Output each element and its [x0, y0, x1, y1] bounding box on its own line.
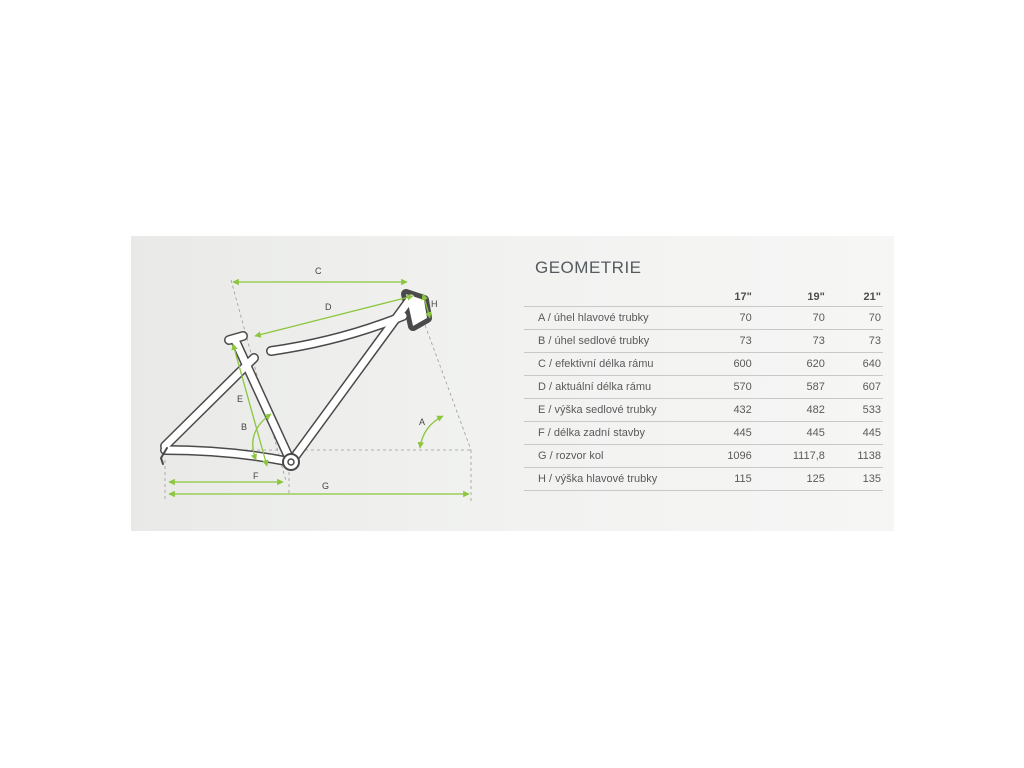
- row-label: D / aktuální délka rámu: [524, 376, 696, 399]
- cell-value: 445: [696, 422, 754, 445]
- cell-value: 482: [754, 399, 827, 422]
- label-e: E: [237, 394, 244, 404]
- cell-value: 600: [696, 353, 754, 376]
- table-row: [524, 353, 883, 376]
- cell-value: 115: [696, 468, 754, 491]
- header-size-17: 17": [734, 290, 752, 303]
- header-size-21: 21": [863, 290, 881, 303]
- cell-value: 135: [827, 468, 883, 491]
- table-row: [524, 330, 883, 353]
- cell-value: 1096: [696, 445, 754, 468]
- geometry-panel: [131, 236, 894, 531]
- table-row: [524, 445, 883, 468]
- cell-value: 587: [754, 376, 827, 399]
- row-label: C / efektivní délka rámu: [524, 353, 696, 376]
- row-label: A / úhel hlavové trubky: [524, 307, 696, 330]
- header-size-19: 19": [807, 290, 825, 303]
- cell-value: 70: [754, 307, 827, 330]
- row-label: H / výška hlavové trubky: [524, 468, 696, 491]
- cell-value: 640: [827, 353, 883, 376]
- table-row: [524, 468, 883, 491]
- page-title: GEOMETRIE: [535, 258, 642, 277]
- cell-value: 73: [696, 330, 754, 353]
- row-label: F / délka zadní stavby: [524, 422, 696, 445]
- table-header-row: [524, 289, 883, 307]
- cell-value: 70: [696, 307, 754, 330]
- cell-value: 445: [827, 422, 883, 445]
- table-row: [524, 422, 883, 445]
- header-blank: [524, 289, 696, 307]
- cell-value: 73: [827, 330, 883, 353]
- cell-value: 73: [754, 330, 827, 353]
- geometry-table: [524, 289, 883, 491]
- cell-value: 1138: [827, 445, 883, 468]
- label-b: B: [241, 422, 248, 432]
- frame-geometry-diagram: [131, 236, 511, 531]
- bike-frame: [161, 294, 427, 470]
- cell-value: 432: [696, 399, 754, 422]
- label-c: C: [315, 266, 322, 276]
- table-row: [524, 376, 883, 399]
- label-h: H: [431, 299, 438, 309]
- cell-value: 70: [827, 307, 883, 330]
- row-label: B / úhel sedlové trubky: [524, 330, 696, 353]
- cell-value: 570: [696, 376, 754, 399]
- label-a: A: [419, 417, 426, 427]
- label-f: F: [253, 471, 259, 481]
- cell-value: 620: [754, 353, 827, 376]
- cell-value: 445: [754, 422, 827, 445]
- cell-value: 1117,8: [754, 445, 827, 468]
- table-row: [524, 307, 883, 330]
- label-g: G: [322, 481, 330, 491]
- row-label: G / rozvor kol: [524, 445, 696, 468]
- label-d: D: [325, 302, 332, 312]
- cell-value: 533: [827, 399, 883, 422]
- row-label: E / výška sedlové trubky: [524, 399, 696, 422]
- cell-value: 125: [754, 468, 827, 491]
- cell-value: 607: [827, 376, 883, 399]
- table-row: [524, 399, 883, 422]
